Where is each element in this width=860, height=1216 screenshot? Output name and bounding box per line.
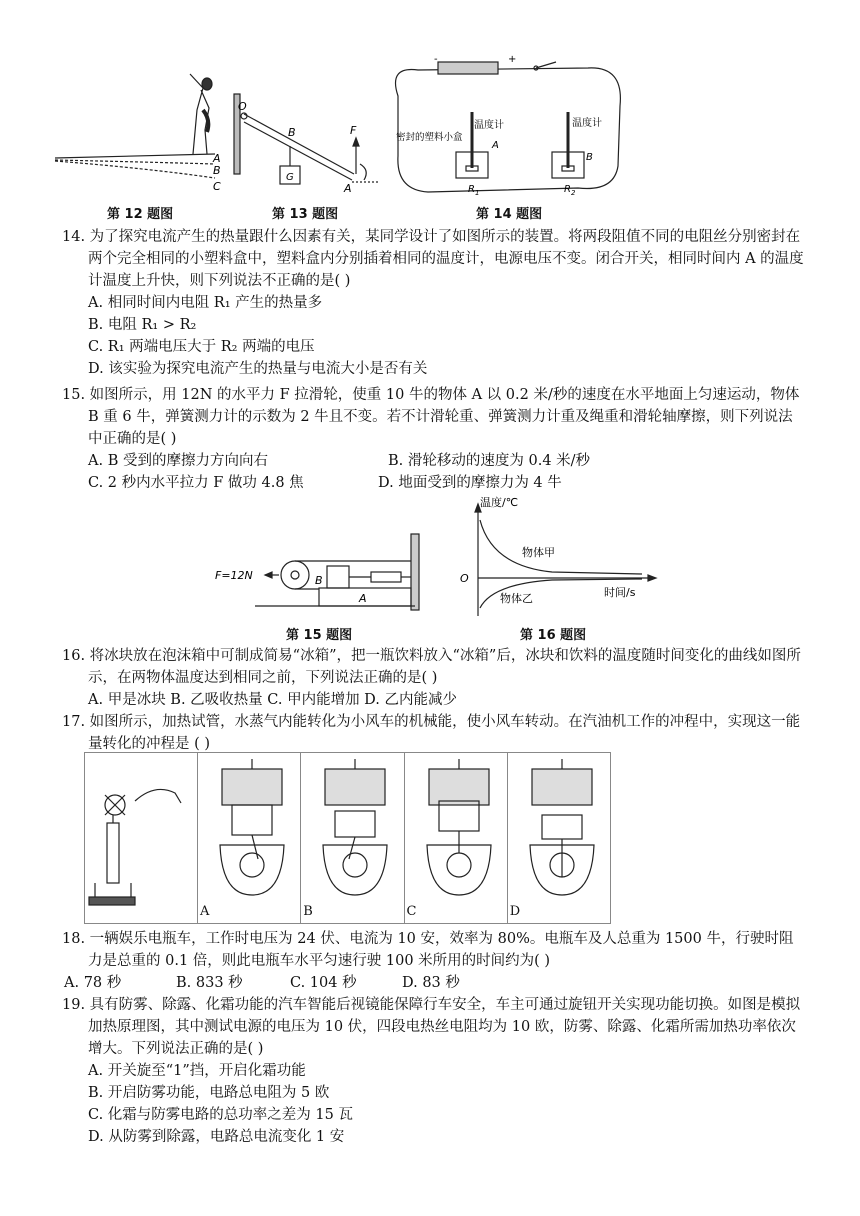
- question-18: [62, 928, 807, 994]
- caption-14: 第 14 题图: [476, 207, 543, 222]
- svg-text:G: G: [286, 172, 294, 183]
- question-16-stem: 16. 将冰块放在泡沫箱中可制成简易“冰箱”，把一瓶饮料放入“冰箱”后，冰块和饮料的温度随时间变化的曲线如图所示，在两物体温度达到相同之前，下列说法正确的是( ): [62, 648, 801, 686]
- svg-text:O: O: [460, 572, 469, 585]
- question-15-stem: 15. 如图所示，用 12N 的水平力 F 拉滑轮，使重 10 牛的物体 A 以 0.2 米/秒的速度在水平地面上匀速运动，物体 B 重 6 牛，弹簧测力计的示数为 2 牛且不变。若不计滑轮重、弹簧测力计重及绳重和滑轮轴摩擦，则下列说法中正确的是( ): [62, 387, 800, 447]
- question-16: [62, 645, 807, 711]
- svg-text:B: B: [315, 574, 323, 587]
- engine-icon: [512, 755, 612, 903]
- question-18-stem: 18. 一辆娱乐电瓶车，工作时电压为 24 伏、电流为 10 安，效率为 80%。电瓶车及人总重为 1500 牛，行驶时阻力是总重的 0.1 倍，则此电瓶车水平匀速行驶 100 米所用的时间约为( ): [62, 931, 794, 969]
- cell-label-c: C: [406, 904, 417, 919]
- svg-text:C: C: [213, 180, 221, 193]
- question-18-option-b: B. 833 秒: [176, 975, 243, 991]
- svg-text:O: O: [238, 100, 247, 113]
- figure-13-lever: [232, 88, 382, 195]
- caption-15: 第 15 题图: [286, 628, 353, 643]
- figure-15-pulley: [215, 520, 425, 620]
- svg-text:R1: $R_1$: [468, 184, 480, 197]
- caption-12: 第 12 题图: [107, 207, 174, 222]
- cell-label-d: D: [509, 904, 521, 919]
- question-18-option-a: A. 78 秒: [64, 975, 122, 991]
- svg-text:-: -: [434, 54, 438, 65]
- question-14-stem: 14. 为了探究电流产生的热量跟什么因素有关，某同学设计了如图所示的装置。将两段阻值不同的电阻丝分别密封在两个完全相同的小塑料盒中，塑料盒内分别插着相同的温度计，电源电压不变。闭合开关，相同时间内 A 的温度计温度上升快，则下列说法不正确的是( ): [62, 229, 804, 289]
- caption-13: 第 13 题图: [272, 207, 339, 222]
- stroke-cell-b: [301, 753, 404, 923]
- svg-text:A: A: [344, 182, 352, 195]
- svg-text:R2: $R_2$: [564, 184, 576, 197]
- question-17-stem: 17. 如图所示，加热试管，水蒸气内能转化为小风车的机械能，使小风车转动。在汽油机工作的冲程中，实现这一能量转化的冲程是 ( ): [62, 714, 801, 752]
- question-14-option-b: B. 电阻 R₁ > R₂: [88, 317, 197, 333]
- svg-text:A: A: [213, 152, 221, 165]
- svg-text:B: B: [213, 164, 221, 177]
- question-16-options: A. 甲是冰块 B. 乙吸收热量 C. 甲内能增加 D. 乙内能减少: [88, 692, 458, 708]
- figure-14-circuit: [388, 56, 628, 202]
- cell-label-a: A: [200, 904, 210, 919]
- curve-jia: [480, 520, 642, 574]
- caption-16: 第 16 题图: [520, 628, 587, 643]
- svg-text:温度/℃: 温度/℃: [480, 496, 519, 509]
- svg-text:密封的塑料小盒: 密封的塑料小盒: [396, 132, 463, 143]
- question-19-option-a: A. 开关旋至“1”挡，开启化霜功能: [88, 1063, 306, 1079]
- question-19-option-b: B. 开启防雾功能，电路总电阻为 5 欧: [88, 1085, 330, 1101]
- engine-icon: [409, 755, 509, 903]
- question-14-option-a: A. 相同时间内电阻 R₁ 产生的热量多: [88, 295, 323, 311]
- svg-text:时间/s: 时间/s: [604, 586, 636, 599]
- question-17: [62, 711, 807, 755]
- question-15-option-d: D. 地面受到的摩擦力为 4 牛: [378, 475, 562, 491]
- question-18-option-d: D. 83 秒: [402, 975, 460, 991]
- svg-text:B: B: [586, 152, 593, 163]
- svg-text:+: +: [508, 54, 517, 65]
- figure-12-diver: [55, 70, 230, 195]
- question-14: [62, 226, 807, 380]
- engine-icon: [305, 755, 405, 903]
- question-19-stem: 19. 具有防雾、除露、化霜功能的汽车智能后视镜能保障行车安全，车主可通过旋钮开关实现功能切换。如图是模拟加热原理图，其中测试电源的电压为 10 伏，四段电热丝电阻均为 10 欧，防雾、除露、化霜所需加热功率依次增大。下列说法正确的是( ): [62, 997, 801, 1057]
- svg-text:温度计: 温度计: [474, 120, 504, 131]
- svg-text:物体甲: 物体甲: [522, 546, 555, 559]
- engine-icon: [202, 755, 302, 903]
- question-15-option-a: A. B 受到的摩擦力方向向右: [88, 453, 268, 469]
- svg-text:B: B: [288, 126, 296, 139]
- question-19-option-c: C. 化霜与防雾电路的总功率之差为 15 瓦: [88, 1107, 353, 1123]
- svg-text:F=12N: F=12N: [215, 569, 253, 582]
- figure-16-graph: [452, 496, 662, 624]
- svg-text:F: F: [350, 124, 357, 137]
- question-15-option-c: C. 2 秒内水平拉力 F 做功 4.8 焦: [88, 475, 304, 491]
- cell-label-b: B: [303, 904, 313, 919]
- svg-text:物体乙: 物体乙: [500, 592, 533, 605]
- question-15: [62, 384, 807, 494]
- question-15-option-b: B. 滑轮移动的速度为 0.4 米/秒: [388, 453, 591, 469]
- question-18-option-c: C. 104 秒: [290, 975, 357, 991]
- question-14-option-c: C. R₁ 两端电压大于 R₂ 两端的电压: [88, 339, 315, 355]
- question-14-option-d: D. 该实验为探究电流产生的热量与电流大小是否有关: [88, 361, 428, 377]
- question-17-figure-table: [84, 752, 611, 924]
- windmill-cell: [85, 753, 198, 923]
- stroke-cell-a: [198, 753, 301, 923]
- question-19: [62, 994, 807, 1148]
- question-19-option-d: D. 从防雾到除露，电路总电流变化 1 安: [88, 1129, 345, 1145]
- stroke-cell-c: [405, 753, 508, 923]
- windmill-apparatus: [85, 753, 197, 923]
- svg-text:A: A: [359, 592, 367, 605]
- stroke-cell-d: [508, 753, 610, 923]
- svg-text:A: A: [492, 140, 499, 151]
- svg-text:温度计: 温度计: [572, 118, 602, 129]
